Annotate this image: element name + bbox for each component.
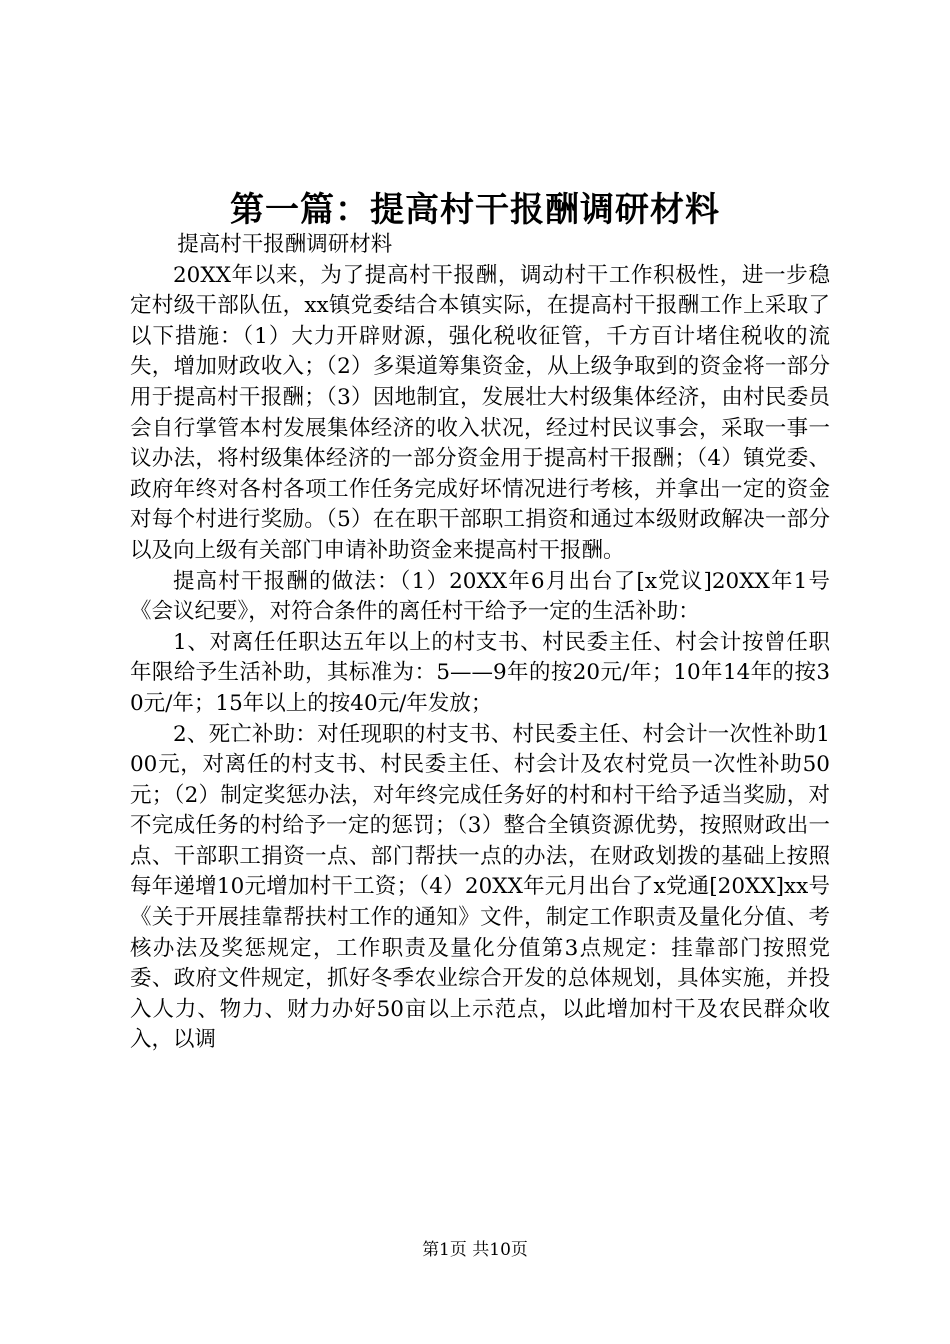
page-number-footer: 第1页 共10页: [422, 1240, 528, 1260]
retirement-subsidy-paragraph: 1、对离任任职达五年以上的村支书、村民委主任、村会计按曾任职年限给予生活补助，其标准为：5——9年的按20元/年；10年14年的按30元/年；15年以上的按40元/年发放；: [130, 629, 830, 716]
death-subsidy-paragraph: 2、死亡补助：对任现职的村支书、村民委主任、村会计一次性补助100元，对离任的村支书、村民委主任、村会计及农村党员一次性补助50元；（2）制定奖惩办法，对年终完成任务好的村和村干给予适当奖励，对不完成任务的村给予一定的惩罚；（3）整合全镇资源优势，按照财政出一点、干部职工捐资一点、部门帮扶一点的办法，在财政划拨的基础上按照每年递增10元增加村干工资；（4）20XX年元月出台了x党通[20XX]xx号《关于开展挂靠帮扶村工作的通知》文件，制定工作职责及量化分值、考核办法及奖惩规定，工作职责及量化分值第3点规定：挂靠部门按照党委、政府文件规定，抓好冬季农业综合开发的总体规划，具体实施，并投入人力、物力、财力办好50亩以上示范点，以此增加村干及农民群众收入，以调: [130, 721, 830, 1053]
practice-paragraph: 提高村干报酬的做法：（1）20XX年6月出台了[x党议]20XX年1号《会议纪要》，对符合条件的离任村干给予一定的生活补助：: [130, 568, 830, 625]
subtitle-paragraph: 提高村干报酬调研材料: [177, 232, 393, 257]
measures-paragraph: 20XX年以来，为了提高村干报酬，调动村干工作积极性，进一步稳定村级干部队伍，xx镇党委结合本镇实际，在提高村干报酬工作上采取了以下措施：（1）大力开辟财源，强化税收征管，千方百计堵住税收的流失，增加财政收入；（2）多渠道筹集资金，从上级争取到的资金将一部分用于提高村干报酬；（3）因地制宜，发展壮大村级集体经济，由村民委员会自行掌管本村发展集体经济的收入状况，经过村民议事会，采取一事一议办法，将村级集体经济的一部分资金用于提高村干报酬；（4）镇党委、政府年终对各村各项工作任务完成好坏情况进行考核，并拿出一定的资金对每个村进行奖励。（5）在在职干部职工捐资和通过本级财政解决一部分以及向上级有关部门申请补助资金来提高村干报酬。: [130, 262, 830, 563]
document-body: [130, 230, 830, 1056]
document-title: 第一篇：提高村干报酬调研材料: [230, 190, 720, 230]
